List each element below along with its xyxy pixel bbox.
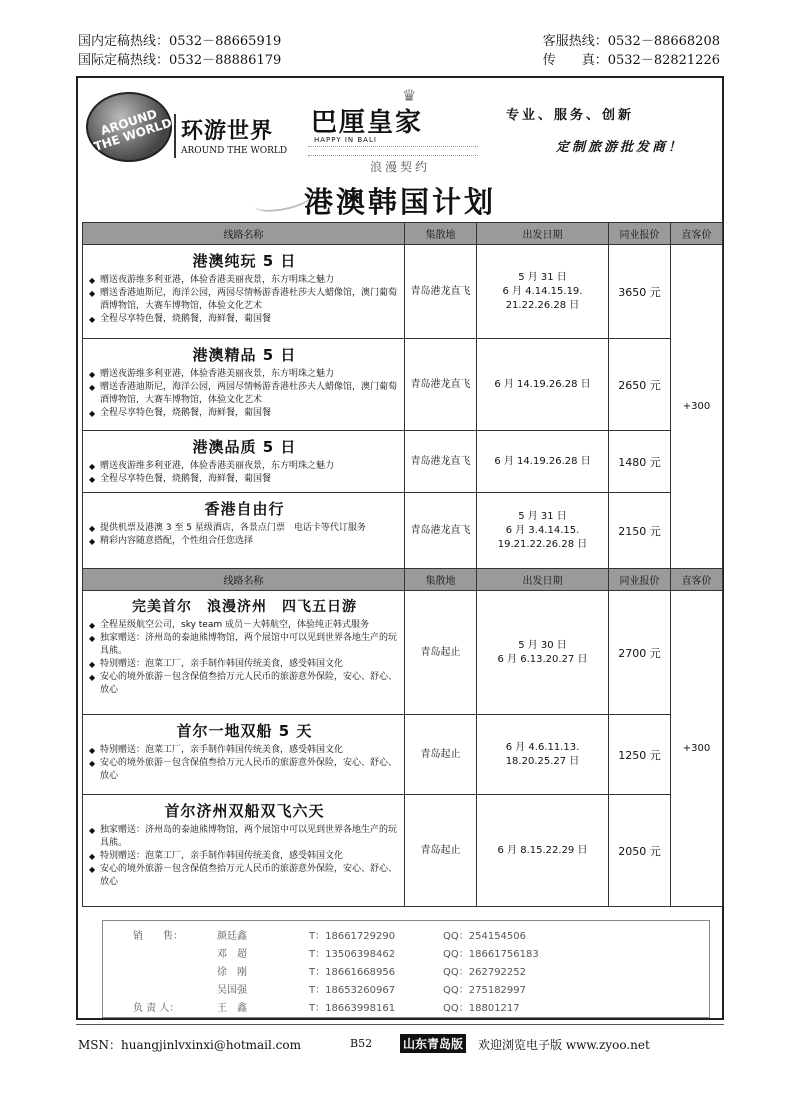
slogan-line-2: 定制旅游批发商！: [556, 140, 685, 155]
slogan-line-1: 专业、服务、创新: [506, 108, 635, 123]
date-line: 6 月 4.6.11.13.: [505, 741, 580, 753]
date-line: 6 月 6.13.20.27 日: [497, 653, 588, 665]
globe-logo-icon: [86, 92, 172, 162]
route-name: 港澳品质 5 日: [192, 438, 297, 456]
header-dates: 出发日期: [477, 223, 609, 245]
date-line: 6 月 4.14.15.19.: [502, 285, 583, 297]
manager-label: 负 责 人：: [133, 1003, 180, 1014]
contact-qq: QQ：18661756183: [443, 949, 539, 960]
contact-qq: QQ：18801217: [443, 1003, 520, 1014]
trade-price-cell: 2150 元: [609, 493, 671, 569]
header-direct-price: 直客价: [671, 569, 723, 591]
dates-cell: [477, 493, 609, 569]
route-feature: ◆ 赠送香港迪斯尼，海洋公园，两园尽情畅游香港杜莎夫人蜡像馆，澳门葡萄酒博物馆，大赛车博物馆，体验文化艺术: [89, 381, 400, 407]
route-feature: ◆ 精彩内容随意搭配，个性组合任您选择: [89, 535, 400, 548]
dates-cell: [477, 431, 609, 493]
date-line: 5 月 31 日: [518, 271, 567, 283]
route-feature: ◆ 特别赠送：泡菜工厂，亲手制作韩国传统美食，感受韩国文化: [89, 744, 400, 757]
table-header-row: [83, 569, 723, 591]
brand-name-cn: 环游世界: [181, 118, 274, 144]
contact-phone: T：18653260967: [309, 985, 396, 996]
contact-row: [103, 999, 709, 1015]
page-title: 港澳韩国计划: [303, 185, 496, 219]
route-feature: ◆ 赠送香港迪斯尼，海洋公园，两园尽情畅游香港杜莎夫人蜡像馆，澳门葡萄酒博物馆，大赛车博物馆，体验文化艺术: [89, 287, 400, 313]
route-feature: ◆ 全程尽享特色餐，烧鹅餐，海鲜餐，葡国餐: [89, 313, 400, 326]
contact-qq: QQ：262792252: [443, 967, 527, 978]
contact-row: [103, 945, 709, 961]
table-row: [83, 715, 723, 795]
date-line: 18.20.25.27 日: [505, 755, 580, 767]
contact-name: 王 鑫: [217, 1003, 247, 1014]
date-line: 19.21.22.26.28 日: [497, 538, 588, 550]
trade-price-cell: 2700 元: [609, 591, 671, 715]
route-cell: [83, 591, 405, 715]
contact-name: 颜廷鑫: [217, 931, 247, 942]
footer: [78, 1034, 720, 1054]
route-feature: ◆ 安心的境外旅游－包含保值叁拾万元人民币的旅游意外保险，安心、舒心、放心: [89, 757, 400, 783]
edition-badge: 山东青岛版: [400, 1034, 466, 1053]
sales-label: 销 售：: [133, 931, 183, 942]
depart-cell: 青岛起止: [405, 795, 477, 907]
depart-cell: 青岛起止: [405, 591, 477, 715]
dates-cell: [477, 715, 609, 795]
brochure-frame: [76, 76, 724, 1020]
contact-phone: T：13506398462: [309, 949, 396, 960]
international-hotline: 国际定稿热线：0532－88886179: [78, 53, 282, 68]
route-name: 完美首尔 浪漫济州 四飞五日游: [132, 599, 357, 615]
bali-logo-subtitle: 浪漫契约: [370, 160, 431, 174]
dates-cell: [477, 591, 609, 715]
route-feature: ◆ 赠送夜游维多利亚港，体验香港美丽夜景，东方明珠之魅力: [89, 460, 400, 473]
route-feature: ◆ 安心的境外旅游－包含保值叁拾万元人民币的旅游意外保险，安心、舒心、放心: [89, 671, 400, 697]
route-feature: ◆ 赠送夜游维多利亚港，体验香港美丽夜景，东方明珠之魅力: [89, 274, 400, 287]
tour-table: [82, 222, 723, 907]
header-depart: 集散地: [405, 569, 477, 591]
route-feature: ◆ 全程星级航空公司，sky team 成员－大韩航空，体验纯正韩式服务: [89, 619, 400, 632]
date-line: 6 月 3.4.14.15.: [505, 524, 580, 536]
contact-phone: T：18661729290: [309, 931, 396, 942]
route-feature: ◆ 特别赠送：泡菜工厂，亲手制作韩国传统美食，感受韩国文化: [89, 850, 400, 863]
date-line: 5 月 30 日: [518, 639, 567, 651]
route-feature: ◆ 特别赠送：泡菜工厂，亲手制作韩国传统美食，感受韩国文化: [89, 658, 400, 671]
route-cell: [83, 245, 405, 339]
trade-price-cell: 1480 元: [609, 431, 671, 493]
contact-name: 徐 刚: [217, 967, 247, 978]
hotlines: [78, 32, 720, 70]
depart-cell: 青岛港龙直飞: [405, 431, 477, 493]
brand-name-en: AROUND THE WORLD: [181, 146, 288, 156]
header-depart: 集散地: [405, 223, 477, 245]
dates-cell: [477, 245, 609, 339]
domestic-hotline: 国内定稿热线：0532－88665919: [78, 34, 282, 49]
route-cell: [83, 795, 405, 907]
route-feature: ◆ 安心的境外旅游－包含保值叁拾万元人民币的旅游意外保险，安心、舒心、放心: [89, 863, 400, 889]
trade-price-cell: 3650 元: [609, 245, 671, 339]
page-number: B52: [350, 1037, 373, 1050]
route-cell: [83, 431, 405, 493]
dates-cell: [477, 339, 609, 431]
fax-number: 传 真：0532－82821226: [542, 53, 720, 68]
ebook-link[interactable]: 欢迎浏览电子版 www.zyoo.net: [478, 1038, 650, 1052]
contact-row: [103, 963, 709, 979]
globe-logo-text: AROUND THE WORLD: [92, 106, 174, 154]
contact-name: 邓 超: [217, 949, 247, 960]
direct-price-cell: +300: [671, 591, 723, 907]
table-row: [83, 591, 723, 715]
crown-icon: ♛: [402, 86, 417, 105]
table-row: [83, 795, 723, 907]
date-line: 21.22.26.28 日: [505, 299, 580, 311]
header-route: 线路名称: [83, 569, 405, 591]
contact-qq: QQ：254154506: [443, 931, 527, 942]
bottom-rule: [76, 1024, 724, 1025]
depart-cell: 青岛港龙直飞: [405, 245, 477, 339]
header-route: 线路名称: [83, 223, 405, 245]
route-cell: [83, 339, 405, 431]
trade-price-cell: 2050 元: [609, 795, 671, 907]
route-cell: [83, 715, 405, 795]
trade-price-cell: 1250 元: [609, 715, 671, 795]
contact-phone: T：18661668956: [309, 967, 396, 978]
date-line: 5 月 31 日: [518, 510, 567, 522]
table-row: [83, 431, 723, 493]
route-name: 香港自由行: [204, 500, 285, 518]
dates-cell: [477, 795, 609, 907]
route-name: 首尔济州双船双飞六天: [164, 802, 325, 820]
depart-cell: 青岛港龙直飞: [405, 493, 477, 569]
contact-phone: T：18663998161: [309, 1003, 396, 1014]
trade-price-cell: 2650 元: [609, 339, 671, 431]
date-line: 6 月 8.15.22.29 日: [497, 844, 588, 856]
service-hotline: 客服热线：0532－88668208: [542, 34, 720, 49]
date-line: 6 月 14.19.26.28 日: [494, 455, 591, 467]
logo-divider: [174, 114, 176, 158]
table-row: [83, 339, 723, 431]
depart-cell: 青岛起止: [405, 715, 477, 795]
bali-logo-en: HAPPY IN BALI: [314, 136, 377, 144]
contact-row: [103, 927, 709, 943]
header-dates: 出发日期: [477, 569, 609, 591]
direct-price-cell: +300: [671, 245, 723, 569]
date-line: 6 月 14.19.26.28 日: [494, 378, 591, 390]
table-header-row: [83, 223, 723, 245]
route-feature: ◆ 全程尽享特色餐，烧鹅餐，海鲜餐，葡国餐: [89, 473, 400, 486]
contact-box: [102, 920, 710, 1018]
route-feature: ◆ 提供机票及港澳 3 至 5 星级酒店，各景点门票 电话卡等代订服务: [89, 522, 400, 535]
contact-row: [103, 981, 709, 997]
route-feature: ◆ 独家赠送：济州岛的泰迪熊博物馆，两个展馆中可以见到世界各地生产的玩具熊。: [89, 824, 400, 850]
contact-name: 吴国强: [217, 985, 247, 996]
bali-logo-lines: [308, 146, 478, 156]
route-feature: ◆ 全程尽享特色餐，烧鹅餐，海鲜餐，葡国餐: [89, 407, 400, 420]
table-row: [83, 493, 723, 569]
route-feature: ◆ 独家赠送：济州岛的泰迪熊博物馆，两个展馆中可以见到世界各地生产的玩具熊。: [89, 632, 400, 658]
msn-contact: MSN：huangjinlvxinxi@hotmail.com: [78, 1038, 301, 1052]
route-name: 首尔一地双船 5 天: [176, 722, 313, 740]
contact-qq: QQ：275182997: [443, 985, 527, 996]
route-cell: [83, 493, 405, 569]
header-trade-price: 同业报价: [609, 569, 671, 591]
route-name: 港澳精品 5 日: [192, 346, 297, 364]
bali-logo-cn: 巴厘皇家: [311, 108, 424, 138]
header-direct-price: 直客价: [671, 223, 723, 245]
header-trade-price: 同业报价: [609, 223, 671, 245]
depart-cell: 青岛港龙直飞: [405, 339, 477, 431]
route-feature: ◆ 赠送夜游维多利亚港，体验香港美丽夜景，东方明珠之魅力: [89, 368, 400, 381]
table-row: [83, 245, 723, 339]
route-name: 港澳纯玩 5 日: [192, 252, 297, 270]
